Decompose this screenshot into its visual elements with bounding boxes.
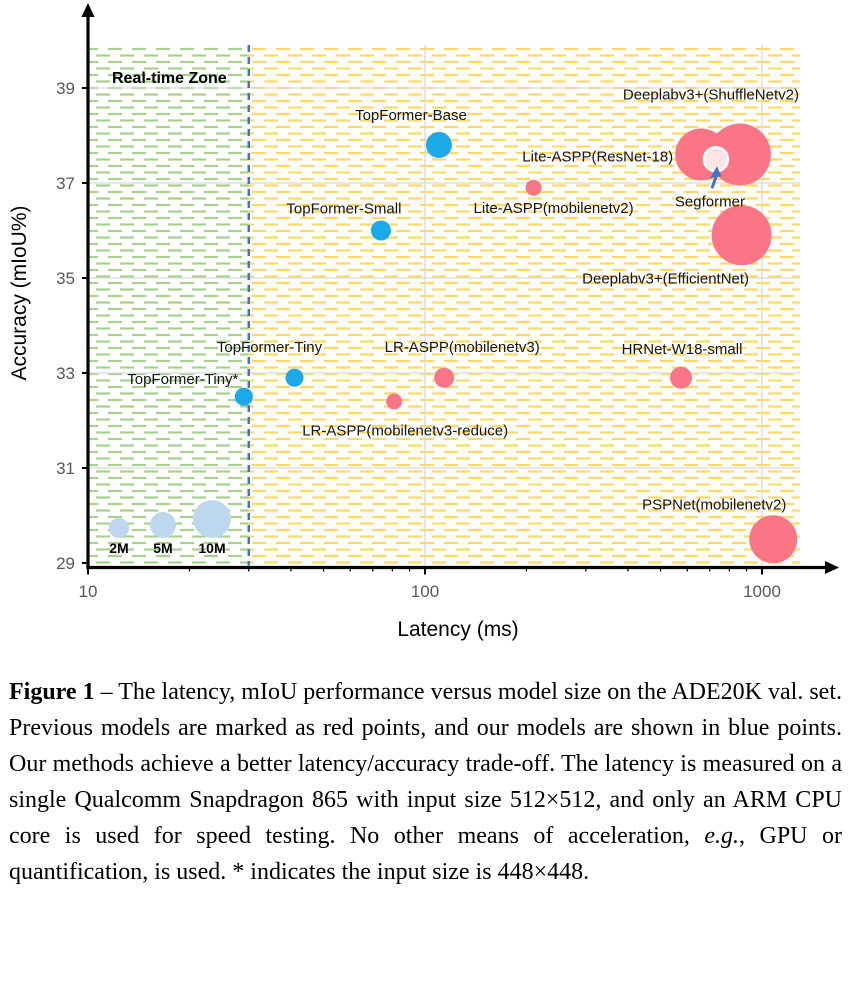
size-legend-label-2m: 2M	[109, 540, 129, 556]
data-point-label-lite-aspp-resnet-18: Lite-ASPP(ResNet-18)	[522, 148, 674, 166]
data-point-topformer-base	[426, 132, 452, 158]
y-tick-label-31: 31	[56, 459, 75, 478]
data-point-label-topformer-tiny: TopFormer-Tiny*	[127, 370, 239, 388]
x-axis-arrowhead	[825, 561, 839, 574]
data-point-label-hrnet-w18-small: HRNet-W18-small	[621, 340, 743, 358]
data-point-label-segformer: Segformer	[674, 193, 745, 211]
data-point-hrnet-w18-small	[670, 367, 692, 389]
data-point-label-lite-aspp-mobilenetv2: Lite-ASPP(mobilenetv2)	[473, 199, 634, 217]
caption-segment: , GPU or quantification, is used. * indicates the input size is 448×448.	[9, 823, 842, 885]
caption-segment: e.g.	[704, 823, 739, 849]
caption-segment: – The latency, mIoU performance versus model size on the ADE20K val. set. Previous models are marked as red points, and our models are shown in blue points. Our methods achieve a better latency/accuracy trade-off. The latency is measured on a single Qualcomm Snapdragon 865 with input size 512×512, and only an ARM CPU core is used for speed testing. No other means of acceleration,	[9, 679, 842, 849]
y-tick-label-35: 35	[56, 269, 75, 288]
x-tick-label-10: 10	[78, 582, 98, 601]
x-tick-label-100: 100	[410, 582, 440, 601]
size-legend-bubble-10m	[193, 500, 231, 538]
data-point-deeplabv3-efficientnet	[712, 205, 772, 265]
data-point-segformer	[704, 147, 728, 171]
data-point-topformer-tiny	[286, 369, 304, 387]
size-legend-label-10m: 10M	[198, 540, 226, 556]
figure-caption	[0, 660, 851, 890]
figure-caption-text	[9, 674, 842, 890]
y-tick-label-33: 33	[56, 364, 75, 383]
y-axis-title: Accuracy (mIoU%)	[8, 205, 31, 381]
data-point-pspnet-mobilenetv2	[749, 515, 797, 563]
data-point-topformer-small	[371, 221, 391, 241]
data-point-label-deeplabv3-efficientnet: Deeplabv3+(EfficientNet)	[582, 270, 750, 288]
y-tick-label-29: 29	[56, 554, 75, 573]
size-legend-bubble-2m	[109, 518, 129, 538]
y-axis-arrowhead	[82, 3, 95, 17]
data-point-label-lr-aspp-mobilenetv3-reduce: LR-ASPP(mobilenetv3-reduce)	[302, 422, 509, 440]
y-tick-label-37: 37	[56, 174, 75, 193]
data-point-lite-aspp-mobilenetv2	[526, 180, 542, 196]
data-point-topformer-tiny	[235, 388, 253, 406]
x-axis-title: Latency (ms)	[397, 618, 519, 641]
realtime-zone-background	[88, 45, 249, 566]
non-realtime-zone-background	[249, 45, 800, 566]
size-legend-label-5m: 5M	[153, 540, 173, 556]
data-point-label-deeplabv3-shufflenetv2: Deeplabv3+(ShuffleNetv2)	[622, 86, 799, 104]
realtime-zone-label: Real-time Zone	[112, 70, 227, 87]
data-point-label-topformer-small: TopFormer-Small	[286, 200, 402, 218]
data-point-label-lr-aspp-mobilenetv3: LR-ASPP(mobilenetv3)	[384, 338, 540, 356]
y-tick-label-39: 39	[56, 79, 75, 98]
data-point-label-topformer-base: TopFormer-Base	[355, 107, 467, 124]
data-point-label-pspnet-mobilenetv2: PSPNet(mobilenetv2)	[642, 496, 787, 514]
data-point-label-topformer-tiny: TopFormer-Tiny	[216, 338, 323, 356]
caption-segment: Figure 1	[9, 679, 95, 705]
size-legend-bubble-5m	[150, 512, 176, 538]
x-tick-label-1000: 1000	[743, 582, 781, 601]
data-point-lr-aspp-mobilenetv3	[434, 368, 454, 388]
data-point-lr-aspp-mobilenetv3-reduce	[386, 394, 402, 410]
